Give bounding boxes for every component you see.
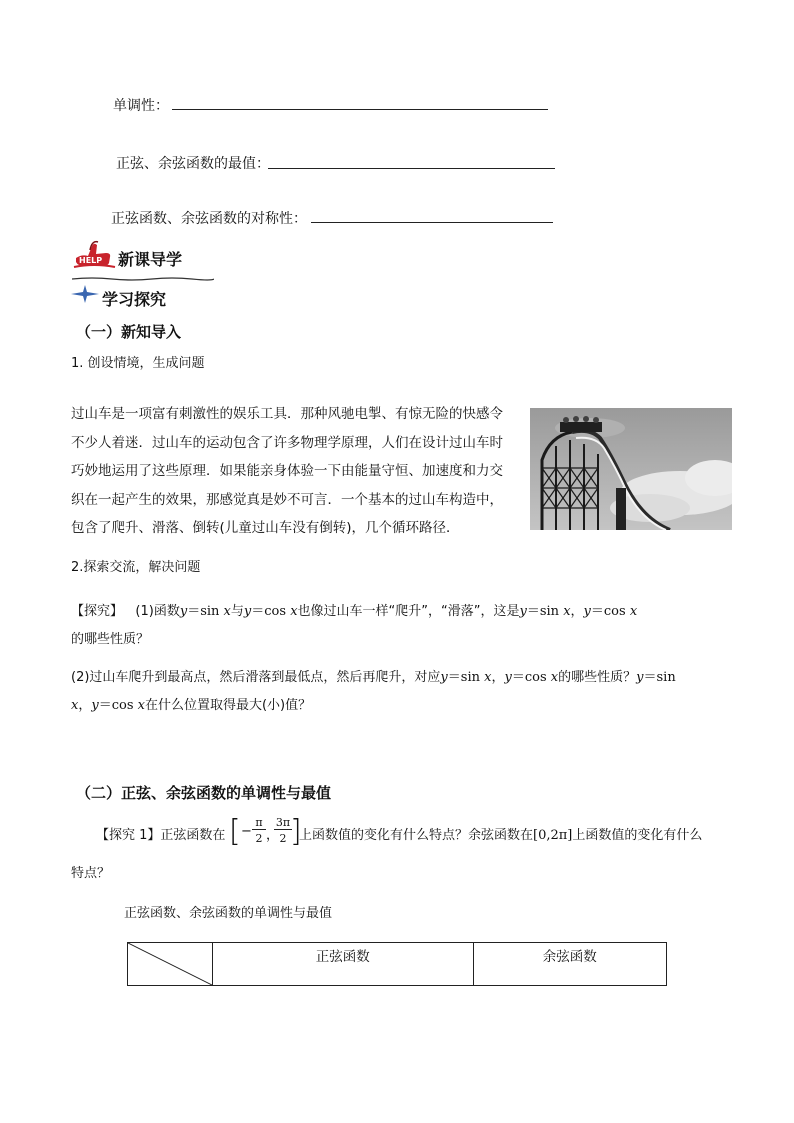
section-underline (72, 266, 214, 270)
math-var: y (91, 698, 99, 713)
intro-line: 织在一起产生的效果，那感觉真是妙不可言．一个基本的过山车构造中， (71, 491, 503, 508)
frac1-denominator: 2 (255, 832, 263, 845)
text-run: (1)函数 (135, 604, 180, 619)
math-var: y (519, 604, 527, 619)
part1-heading: （一）新知导入 (76, 323, 182, 341)
math-fn: ＝cos (590, 604, 626, 619)
explore-question-1 (71, 598, 731, 654)
cosine-column-header: 余弦函数 (473, 943, 666, 986)
monotonicity-blank (172, 109, 548, 110)
math-fn: ＝sin (526, 604, 560, 619)
text-run: 正弦函数在 (160, 828, 226, 843)
interval-separator: ， (266, 828, 280, 843)
math-var: y (504, 670, 512, 685)
text-run: 的哪些性质？ (558, 670, 637, 685)
symmetry-blank (311, 222, 553, 223)
math-fn: ＝cos (251, 604, 287, 619)
math-var: y (583, 604, 591, 619)
math-var: x (290, 604, 298, 619)
math-fn: ＝sin (187, 604, 220, 619)
math-fn: ＝sin (643, 670, 676, 685)
text-run: ， (491, 670, 505, 685)
text-run: 在什么位置取得最大(小)值？ (144, 698, 312, 713)
explore-tag: 【探究 1】 (96, 828, 161, 843)
text-run: 的哪些性质？ (71, 632, 150, 647)
math-var: x (71, 698, 79, 713)
text-run: ， (78, 698, 92, 713)
max-min-blank (268, 168, 555, 169)
intro-line: 包含了爬升、滑落、倒转(儿童过山车没有倒转)，几个循环路径． (71, 520, 460, 536)
text-run: 也像过山车一样“爬升”，“滑落”，这是 (297, 604, 520, 619)
question-3-cont: 特点？ (71, 866, 111, 881)
section-title: 新课导学 (118, 250, 183, 269)
neg-sign: − (241, 824, 252, 839)
intro-line: 不少人着迷．过山车的运动包含了许多物理学原理，人们在设计过山车时 (71, 434, 503, 451)
text-run: 上函数值的变化有什么 (572, 828, 703, 843)
table-caption: 正弦函数、余弦函数的单调性与最值 (124, 906, 333, 921)
math-var: y (243, 604, 252, 619)
left-bracket: [ (229, 814, 241, 849)
math-var: y (179, 604, 188, 619)
math-var: x (629, 604, 638, 619)
frac1-numerator: π (252, 816, 266, 830)
interval-value: [0,2π] (533, 828, 573, 843)
math-var: x (484, 670, 492, 685)
diagonal-cell (128, 943, 213, 986)
explore-tag: 【探究】 (71, 604, 124, 619)
frac2-numerator: 3π (275, 816, 291, 829)
part2-heading: （二）正弦、余弦函数的单调性与最值 (76, 784, 332, 802)
subtitle-learning: 学习探究 (102, 290, 167, 309)
math-fn: ＝cos (98, 698, 134, 713)
text-run: 与 (230, 604, 244, 619)
intro-line: 过山车是一项富有刺激性的娱乐工具．那种风驰电掣、有惊无险的快感令 (71, 406, 503, 422)
table-header-row (128, 943, 667, 986)
monotonicity-label: 单调性： (113, 98, 169, 114)
text-run: ， (570, 604, 584, 619)
step2-heading: 2.探索交流，解决问题 (71, 560, 201, 575)
right-bracket: ] (290, 814, 302, 849)
math-var: x (563, 604, 571, 619)
max-min-label: 正弦、余弦函数的最值： (116, 156, 270, 172)
svg-text:HELP: HELP (79, 256, 103, 265)
frac2-denominator: 2 (279, 832, 287, 845)
sine-column-header: 正弦函数 (213, 943, 474, 986)
math-var: x (137, 698, 145, 713)
comparison-table (127, 942, 667, 986)
hand-logo-icon (72, 236, 116, 268)
math-var: y (440, 670, 448, 685)
math-fn: ＝sin (447, 670, 480, 685)
text-run: (2)过山车爬升到最高点，然后滑落到最低点，然后再爬升，对应 (71, 670, 441, 685)
math-var: x (223, 604, 231, 619)
explore-question-3 (96, 816, 736, 856)
symmetry-label: 正弦函数、余弦函数的对称性： (111, 211, 307, 227)
intro-paragraph (71, 400, 531, 543)
four-point-star-icon (71, 285, 99, 303)
math-fn: ＝cos (511, 670, 547, 685)
explore-question-2 (71, 664, 731, 720)
math-var: x (550, 670, 559, 685)
text-run: 上函数值的变化有什么特点？余弦函数在 (299, 828, 534, 843)
math-var: y (636, 670, 644, 685)
step1-heading: 1. 创设情境，生成问题 (71, 356, 205, 371)
roller-coaster-photo (530, 408, 732, 530)
intro-line: 巧妙地运用了这些原理．如果能亲身体验一下由能量守恒、加速度和力交 (71, 463, 503, 479)
